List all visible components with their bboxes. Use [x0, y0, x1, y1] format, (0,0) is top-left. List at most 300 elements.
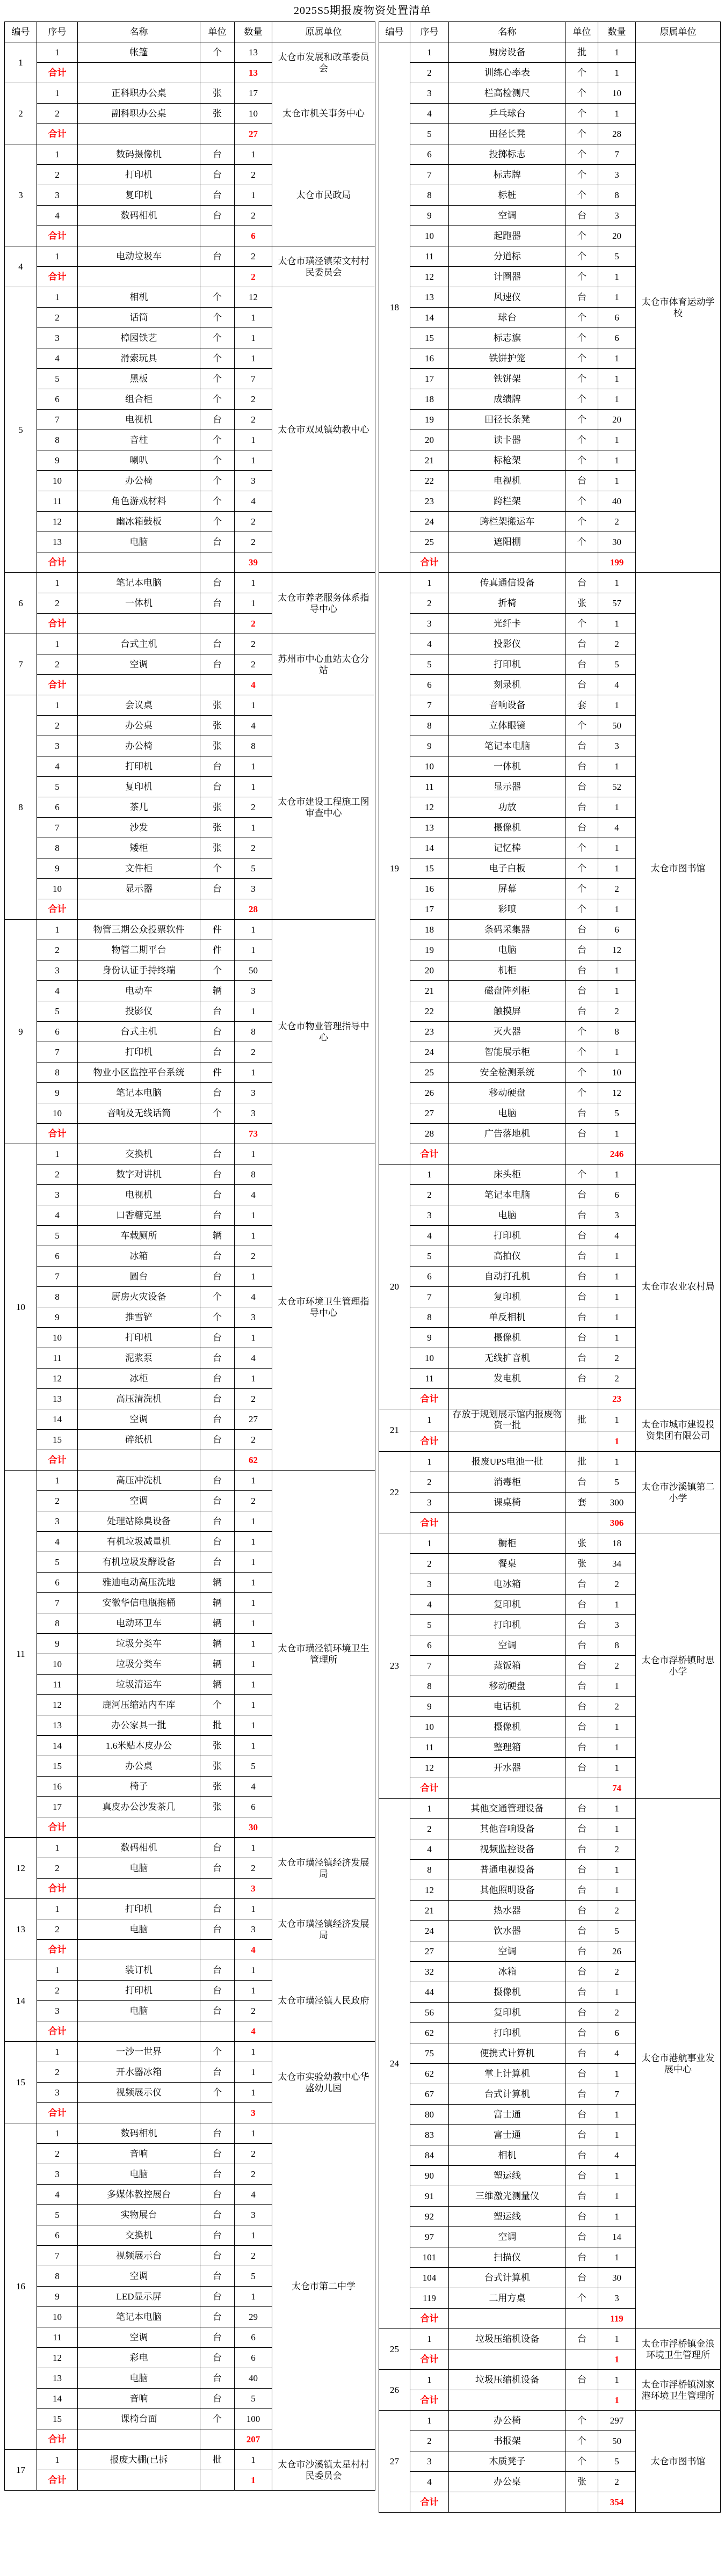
- item-name-cell: 安全检测系统: [449, 1063, 566, 1083]
- item-no-cell: 1: [37, 1960, 78, 1981]
- item-unit-cell: 台: [200, 573, 235, 593]
- org-cell: 太仓市体育运动学校: [636, 42, 721, 573]
- item-no-cell: 1: [37, 634, 78, 654]
- item-no-cell: 2: [37, 1981, 78, 2001]
- empty-cell: [200, 899, 235, 920]
- item-name-cell: 物管二期平台: [78, 940, 200, 960]
- item-unit-cell: 个: [566, 430, 598, 450]
- item-unit-cell: 台: [200, 1246, 235, 1267]
- item-unit-cell: 台: [566, 1941, 598, 1962]
- item-qty-cell: 4: [235, 716, 272, 736]
- header-org: 原属单位: [272, 22, 375, 42]
- item-unit-cell: 个: [566, 104, 598, 124]
- total-label-cell: 合计: [37, 1879, 78, 1899]
- total-label-cell: 合计: [410, 2492, 449, 2513]
- item-no-cell: 8: [37, 1613, 78, 1634]
- item-no-cell: 16: [37, 1777, 78, 1797]
- empty-cell: [566, 1144, 598, 1165]
- item-name-cell: 物业小区监控平台系统: [78, 1063, 200, 1083]
- total-qty-cell: 1: [598, 2349, 636, 2370]
- item-name-cell: 空调: [78, 2327, 200, 2348]
- item-qty-cell: 2: [235, 389, 272, 410]
- item-unit-cell: 台: [566, 1799, 598, 1819]
- item-unit-cell: 张: [200, 1736, 235, 1756]
- item-qty-cell: 2: [235, 634, 272, 654]
- item-unit-cell: 个: [200, 328, 235, 348]
- item-unit-cell: 台: [566, 1656, 598, 1676]
- item-name-cell: 彩电: [78, 2348, 200, 2368]
- item-name-cell: LED显示屏: [78, 2287, 200, 2307]
- item-unit-cell: 台: [566, 1921, 598, 1941]
- item-no-cell: 1: [37, 2123, 78, 2144]
- empty-cell: [449, 2390, 566, 2411]
- item-unit-cell: 个: [566, 63, 598, 83]
- item-no-cell: 3: [410, 1574, 449, 1595]
- item-qty-cell: 1: [598, 614, 636, 634]
- item-name-cell: 田径长凳: [449, 124, 566, 144]
- item-no-cell: 2: [37, 308, 78, 328]
- item-qty-cell: 2: [235, 246, 272, 267]
- item-name-cell: 显示器: [78, 879, 200, 899]
- org-cell: 太仓市双凤镇幼教中心: [272, 287, 375, 573]
- item-name-cell: 显示器: [449, 777, 566, 797]
- item-unit-cell: 台: [200, 2001, 235, 2021]
- org-cell: 太仓市浮桥镇时思小学: [636, 1533, 721, 1799]
- item-name-cell: 视频监控设备: [449, 1839, 566, 1860]
- empty-cell: [78, 552, 200, 573]
- item-name-cell: 标志牌: [449, 165, 566, 185]
- item-name-cell: 折椅: [449, 593, 566, 614]
- item-qty-cell: 57: [598, 593, 636, 614]
- item-qty-cell: 34: [598, 1554, 636, 1574]
- item-qty-cell: 1: [598, 430, 636, 450]
- item-qty-cell: 40: [235, 2368, 272, 2389]
- item-unit-cell: 辆: [200, 1573, 235, 1593]
- item-no-cell: 1: [410, 573, 449, 593]
- item-no-cell: 2: [37, 1919, 78, 1940]
- item-no-cell: 7: [410, 1287, 449, 1307]
- item-qty-cell: 1: [235, 2062, 272, 2083]
- item-name-cell: 文件柜: [78, 858, 200, 879]
- item-unit-cell: 台: [566, 1267, 598, 1287]
- item-unit-cell: 台: [566, 1574, 598, 1595]
- item-unit-cell: 批: [566, 1452, 598, 1472]
- item-name-cell: 垃圾清运车: [78, 1675, 200, 1695]
- item-qty-cell: 1: [235, 1532, 272, 1552]
- item-no-cell: 17: [37, 1797, 78, 1817]
- header-row: [5, 22, 375, 42]
- item-name-cell: 起跑器: [449, 226, 566, 246]
- item-qty-cell: 1: [235, 2042, 272, 2062]
- total-qty-cell: 1: [598, 2390, 636, 2411]
- total-qty-cell: 306: [598, 1513, 636, 1533]
- item-no-cell: 13: [410, 287, 449, 308]
- item-qty-cell: 3: [598, 1205, 636, 1226]
- item-unit-cell: 台: [566, 1205, 598, 1226]
- item-unit-cell: 台: [566, 1287, 598, 1307]
- item-unit-cell: 个: [200, 430, 235, 450]
- org-cell: 太仓市建设工程施工图审查中心: [272, 695, 375, 920]
- item-no-cell: 1: [37, 42, 78, 63]
- item-name-cell: 磁盘阵列柜: [449, 981, 566, 1001]
- item-unit-cell: 辆: [200, 1634, 235, 1654]
- empty-cell: [200, 614, 235, 634]
- item-unit-cell: 台: [566, 1472, 598, 1493]
- item-qty-cell: 5: [598, 1921, 636, 1941]
- org-cell: 太仓市农业农村局: [636, 1165, 721, 1409]
- item-no-cell: 14: [37, 2389, 78, 2409]
- item-unit-cell: 个: [566, 328, 598, 348]
- item-unit-cell: 个: [566, 83, 598, 104]
- left-table-body: [5, 42, 375, 2491]
- item-no-cell: 2: [37, 2062, 78, 2083]
- item-unit-cell: 台: [566, 2125, 598, 2145]
- item-unit-cell: 台: [200, 2123, 235, 2144]
- item-no-cell: 1: [37, 2450, 78, 2470]
- item-no-cell: 6: [410, 144, 449, 165]
- item-name-cell: 栏高检测尺: [449, 83, 566, 104]
- total-qty-cell: 39: [235, 552, 272, 573]
- item-name-cell: 空调: [78, 1491, 200, 1511]
- item-qty-cell: 10: [235, 104, 272, 124]
- item-row: [5, 1838, 375, 1858]
- total-label-cell: 合计: [37, 1817, 78, 1838]
- header-name: 名称: [78, 22, 200, 42]
- empty-cell: [566, 1431, 598, 1452]
- item-qty-cell: 4: [235, 491, 272, 512]
- item-no-cell: 12: [37, 2348, 78, 2368]
- item-qty-cell: 1: [598, 960, 636, 981]
- item-no-cell: 1: [37, 144, 78, 165]
- item-no-cell: 2: [410, 593, 449, 614]
- item-name-cell: 机柜: [449, 960, 566, 981]
- item-name-cell: 幽冰箱鼓板: [78, 512, 200, 532]
- total-qty-cell: 3: [235, 1879, 272, 1899]
- item-no-cell: 8: [37, 430, 78, 450]
- item-no-cell: 10: [37, 1328, 78, 1348]
- item-unit-cell: 台: [200, 1981, 235, 2001]
- item-name-cell: 铁饼护笼: [449, 348, 566, 369]
- item-unit-cell: 个: [566, 512, 598, 532]
- item-unit-cell: 个: [566, 532, 598, 552]
- item-unit-cell: 台: [200, 1960, 235, 1981]
- item-qty-cell: 1: [235, 1471, 272, 1491]
- item-unit-cell: 台: [200, 1205, 235, 1226]
- item-name-cell: 办公桌: [78, 716, 200, 736]
- item-name-cell: 空调: [449, 1941, 566, 1962]
- item-no-cell: 2: [410, 2431, 449, 2451]
- org-cell: 太仓市第二中学: [272, 2123, 375, 2450]
- item-no-cell: 56: [410, 2003, 449, 2023]
- item-unit-cell: 台: [566, 2064, 598, 2084]
- item-name-cell: 书报架: [449, 2431, 566, 2451]
- item-qty-cell: 2: [235, 1389, 272, 1409]
- item-unit-cell: 个: [566, 348, 598, 369]
- item-no-cell: 1: [37, 1144, 78, 1165]
- total-qty-cell: 2: [235, 614, 272, 634]
- item-qty-cell: 1: [235, 1369, 272, 1389]
- empty-cell: [200, 1879, 235, 1899]
- item-qty-cell: 4: [598, 1226, 636, 1246]
- right-table-body: [379, 42, 721, 2513]
- item-qty-cell: 3: [235, 1919, 272, 1940]
- item-no-cell: 4: [410, 2472, 449, 2492]
- item-name-cell: 富士通: [449, 2125, 566, 2145]
- item-unit-cell: 台: [566, 1328, 598, 1348]
- item-unit-cell: 台: [566, 1615, 598, 1635]
- item-name-cell: 垃圾分类车: [78, 1634, 200, 1654]
- item-no-cell: 9: [37, 450, 78, 471]
- total-label-cell: 合计: [410, 552, 449, 573]
- item-unit-cell: 台: [566, 1307, 598, 1328]
- item-name-cell: 打印机: [449, 2023, 566, 2043]
- item-unit-cell: 个: [566, 879, 598, 899]
- item-name-cell: 智能展示柜: [449, 1042, 566, 1063]
- item-no-cell: 1: [410, 1533, 449, 1554]
- item-row: [5, 634, 375, 654]
- total-qty-cell: 27: [235, 124, 272, 144]
- tables-container: [0, 21, 725, 2513]
- item-name-cell: 数码摄像机: [78, 144, 200, 165]
- item-no-cell: 13: [37, 2368, 78, 2389]
- item-no-cell: 12: [37, 512, 78, 532]
- item-unit-cell: 台: [566, 1819, 598, 1839]
- item-name-cell: 口香糖克星: [78, 1205, 200, 1226]
- item-unit-cell: 台: [200, 1532, 235, 1552]
- item-no-cell: 20: [410, 430, 449, 450]
- item-name-cell: 掌上计算机: [449, 2064, 566, 2084]
- total-label-cell: 合计: [410, 2390, 449, 2411]
- total-label-cell: 合计: [37, 2021, 78, 2042]
- item-name-cell: 风速仪: [449, 287, 566, 308]
- item-qty-cell: 1: [598, 1595, 636, 1615]
- empty-cell: [566, 2349, 598, 2370]
- empty-cell: [200, 1940, 235, 1960]
- item-unit-cell: 台: [200, 2266, 235, 2287]
- item-no-cell: 32: [410, 1962, 449, 1982]
- group-id-cell: 24: [379, 1799, 410, 2329]
- item-unit-cell: 台: [566, 2207, 598, 2227]
- item-qty-cell: 1: [598, 2125, 636, 2145]
- item-unit-cell: 张: [566, 1533, 598, 1554]
- item-name-cell: 标枪架: [449, 450, 566, 471]
- empty-cell: [449, 1389, 566, 1409]
- item-no-cell: 10: [37, 879, 78, 899]
- item-qty-cell: 5: [598, 654, 636, 675]
- item-name-cell: 打印机: [449, 654, 566, 675]
- item-qty-cell: 2: [598, 879, 636, 899]
- item-row: [379, 573, 721, 593]
- item-name-cell: 垃圾分类车: [78, 1654, 200, 1675]
- item-unit-cell: 台: [566, 1758, 598, 1778]
- item-name-cell: 球台: [449, 308, 566, 328]
- item-qty-cell: 1: [598, 104, 636, 124]
- item-no-cell: 7: [37, 1042, 78, 1063]
- item-unit-cell: 台: [200, 532, 235, 552]
- item-no-cell: 15: [37, 2409, 78, 2429]
- empty-cell: [78, 2429, 200, 2450]
- item-no-cell: 5: [410, 654, 449, 675]
- item-qty-cell: 1: [598, 1307, 636, 1328]
- org-cell: 太仓市璜泾镇经济发展局: [272, 1899, 375, 1960]
- item-name-cell: 无线扩音机: [449, 1348, 566, 1369]
- item-no-cell: 15: [37, 1756, 78, 1777]
- item-qty-cell: 1: [235, 1328, 272, 1348]
- item-qty-cell: 1: [235, 1593, 272, 1613]
- item-qty-cell: 1: [235, 1899, 272, 1919]
- item-unit-cell: 台: [566, 2105, 598, 2125]
- item-name-cell: 空调: [449, 206, 566, 226]
- item-unit-cell: 批: [566, 1409, 598, 1431]
- item-no-cell: 9: [37, 1083, 78, 1103]
- item-row: [379, 42, 721, 63]
- empty-cell: [200, 2429, 235, 2450]
- item-unit-cell: 个: [566, 144, 598, 165]
- empty-cell: [449, 552, 566, 573]
- item-name-cell: 音响: [78, 2389, 200, 2409]
- total-qty-cell: 2: [235, 267, 272, 287]
- item-qty-cell: 6: [598, 328, 636, 348]
- item-name-cell: 整理箱: [449, 1737, 566, 1758]
- item-no-cell: 8: [410, 1860, 449, 1880]
- item-name-cell: 笔记本电脑: [449, 736, 566, 756]
- empty-cell: [566, 2492, 598, 2513]
- item-unit-cell: 台: [566, 654, 598, 675]
- item-unit-cell: 套: [566, 695, 598, 716]
- item-qty-cell: 1: [598, 1819, 636, 1839]
- item-name-cell: 遮阳棚: [449, 532, 566, 552]
- item-no-cell: 62: [410, 2023, 449, 2043]
- item-qty-cell: 4: [235, 2185, 272, 2205]
- item-qty-cell: 2: [235, 1246, 272, 1267]
- item-name-cell: 喇叭: [78, 450, 200, 471]
- item-qty-cell: 18: [598, 1533, 636, 1554]
- item-unit-cell: 张: [200, 736, 235, 756]
- item-qty-cell: 10: [598, 83, 636, 104]
- item-no-cell: 3: [410, 83, 449, 104]
- item-name-cell: 橱柜: [449, 1533, 566, 1554]
- item-no-cell: 11: [37, 1348, 78, 1369]
- item-unit-cell: 台: [566, 471, 598, 491]
- item-qty-cell: 5: [235, 858, 272, 879]
- item-name-cell: 塑运线: [449, 2207, 566, 2227]
- item-name-cell: 圆台: [78, 1267, 200, 1287]
- item-name-cell: 冰柜: [78, 1369, 200, 1389]
- total-qty-cell: 4: [235, 675, 272, 695]
- item-name-cell: 车载厕所: [78, 1226, 200, 1246]
- item-unit-cell: 台: [566, 287, 598, 308]
- item-name-cell: 打印机: [449, 1226, 566, 1246]
- item-unit-cell: 台: [566, 1901, 598, 1921]
- item-unit-cell: 台: [200, 593, 235, 614]
- item-unit-cell: 台: [566, 634, 598, 654]
- item-no-cell: 92: [410, 2207, 449, 2227]
- total-label-cell: 合计: [410, 1144, 449, 1165]
- item-unit-cell: 个: [200, 858, 235, 879]
- header-no: 序号: [37, 22, 78, 42]
- item-name-cell: 开水器冰箱: [78, 2062, 200, 2083]
- item-unit-cell: 台: [200, 1144, 235, 1165]
- org-cell: 太仓市璜泾镇经济发展局: [272, 1838, 375, 1899]
- item-name-cell: 台式计算机: [449, 2084, 566, 2105]
- item-name-cell: 跨栏架: [449, 491, 566, 512]
- item-qty-cell: 10: [598, 1063, 636, 1083]
- item-qty-cell: 4: [598, 818, 636, 838]
- item-unit-cell: 台: [566, 2227, 598, 2247]
- item-qty-cell: 1: [235, 2450, 272, 2470]
- item-qty-cell: 1: [598, 2207, 636, 2227]
- org-cell: 太仓市环境卫生管理指导中心: [272, 1144, 375, 1471]
- item-no-cell: 21: [410, 1901, 449, 1921]
- item-name-cell: 帐篷: [78, 42, 200, 63]
- group-id-cell: 22: [379, 1452, 410, 1533]
- item-unit-cell: 个: [566, 124, 598, 144]
- item-unit-cell: 个: [200, 1307, 235, 1328]
- item-qty-cell: 3: [598, 736, 636, 756]
- item-unit-cell: 个: [566, 165, 598, 185]
- item-no-cell: 2: [37, 165, 78, 185]
- item-no-cell: 8: [37, 2266, 78, 2287]
- item-qty-cell: 5: [598, 1103, 636, 1124]
- item-qty-cell: 13: [235, 42, 272, 63]
- item-qty-cell: 1: [598, 1737, 636, 1758]
- item-unit-cell: 批: [200, 1715, 235, 1736]
- item-no-cell: 15: [37, 1430, 78, 1450]
- item-no-cell: 62: [410, 2064, 449, 2084]
- item-unit-cell: 台: [200, 654, 235, 675]
- org-cell: 太仓市浮桥镇浏家港环境卫生管理所: [636, 2370, 721, 2411]
- item-no-cell: 7: [410, 165, 449, 185]
- item-unit-cell: 台: [200, 1552, 235, 1573]
- group-id-cell: 19: [379, 573, 410, 1165]
- item-qty-cell: 1: [598, 695, 636, 716]
- item-unit-cell: 张: [200, 1777, 235, 1797]
- item-unit-cell: 张: [200, 695, 235, 716]
- item-unit-cell: 台: [566, 960, 598, 981]
- item-qty-cell: 2: [598, 1839, 636, 1860]
- empty-cell: [200, 1817, 235, 1838]
- item-no-cell: 6: [37, 389, 78, 410]
- item-qty-cell: 6: [598, 2023, 636, 2043]
- item-unit-cell: 个: [200, 471, 235, 491]
- item-unit-cell: 台: [200, 2307, 235, 2327]
- item-qty-cell: 3: [235, 471, 272, 491]
- total-label-cell: 合计: [37, 267, 78, 287]
- item-no-cell: 8: [37, 1063, 78, 1083]
- item-no-cell: 9: [37, 1634, 78, 1654]
- item-name-cell: 刻录机: [449, 675, 566, 695]
- item-unit-cell: 台: [200, 2368, 235, 2389]
- item-name-cell: 单反相机: [449, 1307, 566, 1328]
- item-name-cell: 1.6米贴木皮办公: [78, 1736, 200, 1756]
- item-unit-cell: 台: [200, 1409, 235, 1430]
- item-qty-cell: 1: [235, 1205, 272, 1226]
- empty-cell: [78, 1940, 200, 1960]
- item-unit-cell: 个: [200, 1695, 235, 1715]
- item-no-cell: 1: [37, 573, 78, 593]
- item-name-cell: 物管三期公众投票软件: [78, 920, 200, 940]
- item-row: [5, 144, 375, 165]
- item-unit-cell: 台: [200, 2164, 235, 2185]
- item-unit-cell: 个: [566, 1042, 598, 1063]
- item-no-cell: 2: [37, 2144, 78, 2164]
- org-cell: 太仓市发展和改革委员会: [272, 42, 375, 83]
- item-name-cell: 扫描仪: [449, 2247, 566, 2268]
- item-qty-cell: 1: [235, 920, 272, 940]
- item-unit-cell: 个: [566, 858, 598, 879]
- item-qty-cell: 1: [235, 2083, 272, 2103]
- header-id: 编号: [379, 22, 410, 42]
